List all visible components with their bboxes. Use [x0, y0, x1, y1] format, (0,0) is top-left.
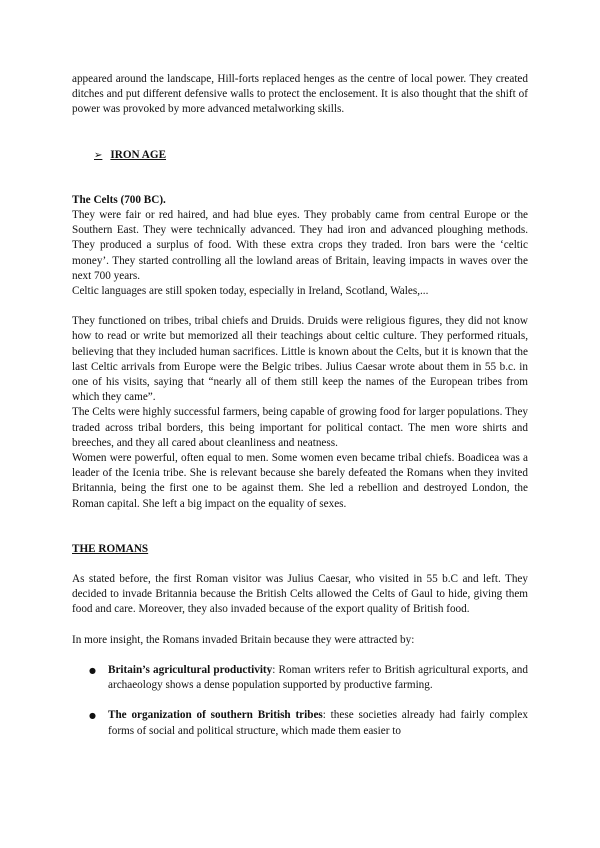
page-content [72, 72, 528, 739]
celts-paragraph-3: They functioned on tribes, tribal chiefs and Druids. Druids were religious figures, they did not know how to read or write but memorized all their teachings about celtic culture. They performed rituals, believing that they included human sacrifices. Little is known about the Celts, but it is known that the last Celtic arrivals from Europe were the Belgic tribes. Julius Caesar wrote about them in 55 b.c. in one of his visits, saying that “nearly all of them still keep the names of the European tribes from which they came”. [72, 315, 528, 404]
celts-paragraph-4: The Celts were highly successful farmers, being capable of growing food for larger populations. They traded across tribal borders, this being important for political contact. The men wore shirts and breeches, and they all cared about cleanliness and neatness. [72, 406, 528, 449]
celts-heading-text: The Celts (700 BC) [72, 193, 164, 206]
romans-heading: THE ROMANS [72, 542, 149, 555]
bullet-icon: ● [89, 711, 96, 721]
celts-heading-period: . [163, 193, 166, 206]
celts-paragraph-2: Celtic languages are still spoken today, especially in Ireland, Scotland, Wales,... [72, 285, 429, 298]
celts-heading [72, 193, 528, 208]
iron-age-heading-text: IRON AGE [110, 148, 167, 161]
reasons-list [72, 663, 528, 739]
list-item [72, 708, 528, 738]
romans-paragraph-1: As stated before, the first Roman visitor was Julius Caesar, who visited in 55 b.C and left. They decided to invade Britannia because the British Celts allowed the Celts of Gaul to hide, giving them food and care. Moreover, they also invaded because of the export quality of British food. [72, 573, 528, 616]
celts-paragraph-1: They were fair or red haired, and had blue eyes. They probably came from central Europe or the Southern East. They were technically advanced. They had iron and advanced ploughing methods. They produced a surplus of food. With these extra crops they traded. Iron bars were the ‘celtic money’. They started controlling all the lowland areas of Britain, leaving impacts in waves over the next 700 years. [72, 209, 528, 282]
list-item-text: : these societies already had fairly complex forms of social and political structure, which made them easier to [108, 709, 528, 737]
list-item [72, 663, 528, 693]
romans-paragraph-2: In more insight, the Romans invaded Britain because they were attracted by: [72, 633, 415, 646]
list-item-title: Britain’s agricultural productivity [108, 663, 273, 676]
iron-age-heading [72, 148, 528, 163]
list-item-text: : Roman writers refer to British agricultural exports, and archaeology shows a dense population supported by productive farming. [108, 663, 528, 692]
bullet-icon: ● [89, 665, 96, 675]
list-item-title: The organization of southern British tribes [108, 709, 323, 722]
celts-paragraph-5: Women were powerful, often equal to men. Some women even became tribal chiefs. Boadicea was a leader of the Icenia tribe. She is relevant because she barely defeated the Romans when they invited Britannia, being the first one to be against them. She led a rebellion and destroyed London, the Roman capital. She left a big impact on the equality of sexes. [72, 452, 528, 510]
intro-paragraph: appeared around the landscape, Hill-forts replaced henges as the centre of local power. They created ditches and put different defensive walls to protect the enclosement. It is also thought that the shift of power was provoked by more advanced metalworking skills. [72, 73, 528, 116]
arrow-bullet-icon: ➢ [94, 149, 103, 161]
